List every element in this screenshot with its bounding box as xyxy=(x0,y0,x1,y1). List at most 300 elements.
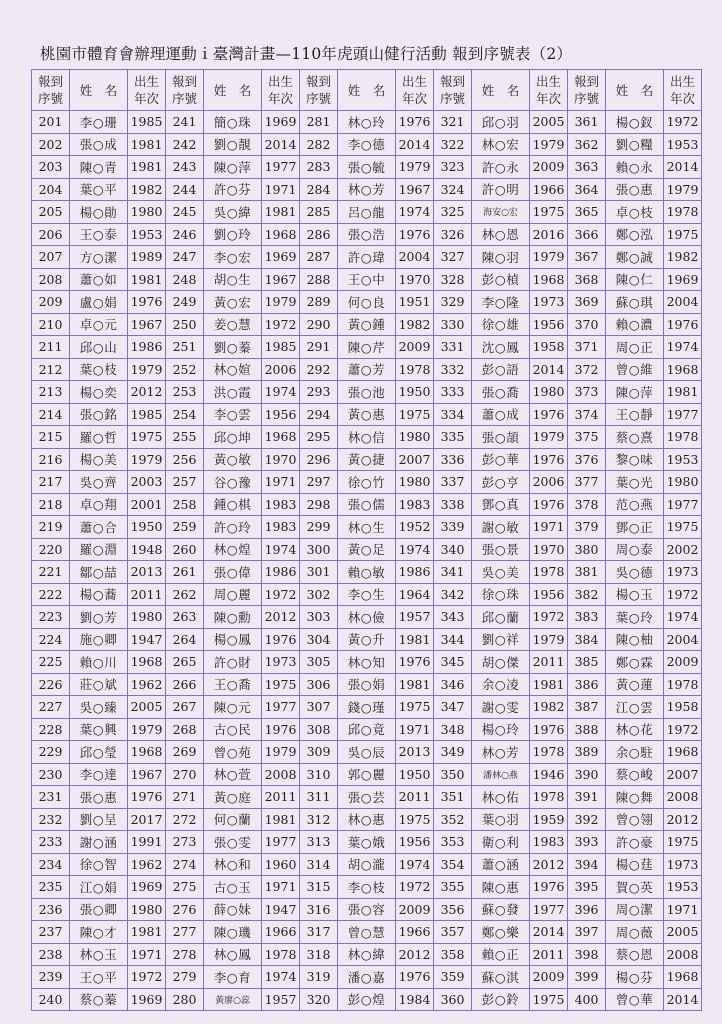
name-cell: 蘇○淇 xyxy=(472,966,530,989)
serial-number-cell: 283 xyxy=(300,156,338,179)
name-cell: 鄭○誠 xyxy=(606,246,664,269)
header-year-line1: 出生 xyxy=(267,74,293,89)
birth-year-cell: 2004 xyxy=(396,246,434,269)
name-cell: 蔡○峻 xyxy=(606,763,664,786)
serial-number-cell: 278 xyxy=(166,943,204,966)
birth-year-cell: 2008 xyxy=(262,763,300,786)
birth-year-cell: 1986 xyxy=(128,336,166,359)
serial-number-cell: 286 xyxy=(300,223,338,246)
name-cell: 王○喬 xyxy=(204,673,262,696)
name-cell: 劉○靚 xyxy=(204,133,262,156)
header-number-line2: 序號 xyxy=(37,91,63,106)
name-cell: 吳○緯 xyxy=(204,201,262,224)
birth-year-cell: 1975 xyxy=(530,988,568,1011)
name-cell: 謝○敏 xyxy=(472,516,530,539)
birth-year-cell: 1985 xyxy=(262,336,300,359)
birth-year-cell: 2016 xyxy=(530,223,568,246)
name-cell: 賴○正 xyxy=(472,943,530,966)
table-row xyxy=(32,673,702,696)
birth-year-cell: 1974 xyxy=(262,538,300,561)
table-row xyxy=(32,898,702,921)
name-cell: 曾○維 xyxy=(606,358,664,381)
name-cell: 潘○嘉 xyxy=(338,966,396,989)
serial-number-cell: 305 xyxy=(300,651,338,674)
birth-year-cell: 1981 xyxy=(262,808,300,831)
birth-year-cell: 2017 xyxy=(128,808,166,831)
birth-year-cell: 2011 xyxy=(530,943,568,966)
name-cell: 余○駐 xyxy=(606,741,664,764)
header-birth-year xyxy=(128,70,166,111)
table-row xyxy=(32,561,702,584)
serial-number-cell: 250 xyxy=(166,313,204,336)
name-cell: 張○娟 xyxy=(338,673,396,696)
birth-year-cell: 2009 xyxy=(530,966,568,989)
name-cell: 黃○捷 xyxy=(338,448,396,471)
serial-number-cell: 224 xyxy=(32,628,70,651)
serial-number-cell: 294 xyxy=(300,403,338,426)
serial-number-cell: 313 xyxy=(300,831,338,854)
birth-year-cell: 1978 xyxy=(664,426,702,449)
serial-number-cell: 268 xyxy=(166,718,204,741)
serial-number-cell: 373 xyxy=(568,381,606,404)
serial-number-cell: 202 xyxy=(32,133,70,156)
name-cell: 周○正 xyxy=(606,336,664,359)
serial-number-cell: 344 xyxy=(434,628,472,651)
table-row xyxy=(32,201,702,224)
birth-year-cell: 1947 xyxy=(128,628,166,651)
table-row xyxy=(32,313,702,336)
name-cell: 王○中 xyxy=(338,268,396,291)
serial-number-cell: 263 xyxy=(166,606,204,629)
table-row xyxy=(32,786,702,809)
header-birth-year xyxy=(396,70,434,111)
serial-number-cell: 300 xyxy=(300,538,338,561)
serial-number-cell: 358 xyxy=(434,943,472,966)
serial-number-cell: 307 xyxy=(300,696,338,719)
name-cell: 吳○臻 xyxy=(70,696,128,719)
serial-number-cell: 331 xyxy=(434,336,472,359)
serial-number-cell: 379 xyxy=(568,516,606,539)
table-row xyxy=(32,853,702,876)
serial-number-cell: 394 xyxy=(568,853,606,876)
birth-year-cell: 1981 xyxy=(396,673,434,696)
birth-year-cell: 1981 xyxy=(128,921,166,944)
serial-number-cell: 368 xyxy=(568,268,606,291)
birth-year-cell: 1979 xyxy=(530,133,568,156)
name-cell: 古○玉 xyxy=(204,876,262,899)
serial-number-cell: 203 xyxy=(32,156,70,179)
name-cell: 賴○敏 xyxy=(338,561,396,584)
birth-year-cell: 1968 xyxy=(262,223,300,246)
birth-year-cell: 1956 xyxy=(396,831,434,854)
table-row xyxy=(32,223,702,246)
birth-year-cell: 1974 xyxy=(396,201,434,224)
birth-year-cell: 2011 xyxy=(262,786,300,809)
birth-year-cell: 2008 xyxy=(664,943,702,966)
birth-year-cell: 1968 xyxy=(664,966,702,989)
name-cell: 李○雲 xyxy=(204,403,262,426)
birth-year-cell: 2008 xyxy=(664,786,702,809)
birth-year-cell: 1985 xyxy=(128,403,166,426)
serial-number-cell: 355 xyxy=(434,876,472,899)
birth-year-cell: 1982 xyxy=(128,178,166,201)
serial-number-cell: 259 xyxy=(166,516,204,539)
birth-year-cell: 1968 xyxy=(262,426,300,449)
birth-year-cell: 1966 xyxy=(396,921,434,944)
serial-number-cell: 371 xyxy=(568,336,606,359)
header-birth-year xyxy=(530,70,568,111)
birth-year-cell: 1982 xyxy=(530,696,568,719)
birth-year-cell: 2009 xyxy=(530,156,568,179)
birth-year-cell: 1968 xyxy=(128,651,166,674)
birth-year-cell: 1978 xyxy=(530,786,568,809)
name-cell: 葉○玲 xyxy=(606,606,664,629)
name-cell: 葉○娥 xyxy=(338,831,396,854)
name-cell: 江○雲 xyxy=(606,696,664,719)
name-cell: 鄒○喆 xyxy=(70,561,128,584)
name-cell: 邱○竟 xyxy=(338,718,396,741)
name-cell: 葉○光 xyxy=(606,471,664,494)
serial-number-cell: 233 xyxy=(32,831,70,854)
serial-number-cell: 274 xyxy=(166,853,204,876)
serial-number-cell: 221 xyxy=(32,561,70,584)
serial-number-cell: 304 xyxy=(300,628,338,651)
serial-number-cell: 314 xyxy=(300,853,338,876)
name-cell: 羅○哲 xyxy=(70,426,128,449)
serial-number-cell: 334 xyxy=(434,403,472,426)
name-cell: 周○泰 xyxy=(606,538,664,561)
header-birth-year xyxy=(664,70,702,111)
name-cell: 徐○珠 xyxy=(472,583,530,606)
serial-number-cell: 345 xyxy=(434,651,472,674)
name-cell: 蕭○芳 xyxy=(338,358,396,381)
header-year-line2: 年次 xyxy=(669,91,695,106)
serial-number-cell: 351 xyxy=(434,786,472,809)
header-year-line2: 年次 xyxy=(535,91,561,106)
header-row xyxy=(32,70,702,111)
birth-year-cell: 1971 xyxy=(128,943,166,966)
name-cell: 郭○麗 xyxy=(338,763,396,786)
table-row xyxy=(32,291,702,314)
birth-year-cell: 1970 xyxy=(530,538,568,561)
birth-year-cell: 2004 xyxy=(664,628,702,651)
name-cell: 陳○璣 xyxy=(204,921,262,944)
name-cell: 黃○升 xyxy=(338,628,396,651)
birth-year-cell: 1967 xyxy=(396,178,434,201)
name-cell: 卓○枝 xyxy=(606,201,664,224)
serial-number-cell: 393 xyxy=(568,831,606,854)
birth-year-cell: 1974 xyxy=(396,853,434,876)
serial-number-cell: 210 xyxy=(32,313,70,336)
birth-year-cell: 1972 xyxy=(530,606,568,629)
name-cell: 吳○齊 xyxy=(70,471,128,494)
serial-number-cell: 298 xyxy=(300,493,338,516)
birth-year-cell: 2006 xyxy=(530,471,568,494)
serial-number-cell: 275 xyxy=(166,876,204,899)
birth-year-cell: 1980 xyxy=(396,471,434,494)
birth-year-cell: 1967 xyxy=(128,763,166,786)
birth-year-cell: 1958 xyxy=(664,696,702,719)
name-cell: 吳○美 xyxy=(472,561,530,584)
name-cell: 林○玲 xyxy=(338,111,396,134)
name-cell: 曾○華 xyxy=(606,988,664,1011)
name-cell: 邱○坤 xyxy=(204,426,262,449)
birth-year-cell: 1962 xyxy=(128,673,166,696)
name-cell: 吳○德 xyxy=(606,561,664,584)
serial-number-cell: 349 xyxy=(434,741,472,764)
name-cell: 陳○惠 xyxy=(472,876,530,899)
birth-year-cell: 1979 xyxy=(128,358,166,381)
name-cell: 錢○瑾 xyxy=(338,696,396,719)
name-cell: 賀○英 xyxy=(606,876,664,899)
table-row xyxy=(32,943,702,966)
birth-year-cell: 2005 xyxy=(664,921,702,944)
serial-number-cell: 367 xyxy=(568,246,606,269)
birth-year-cell: 1972 xyxy=(262,313,300,336)
name-cell: 林○玉 xyxy=(70,943,128,966)
serial-number-cell: 247 xyxy=(166,246,204,269)
header-year-line2: 年次 xyxy=(267,91,293,106)
birth-year-cell: 1975 xyxy=(128,426,166,449)
name-cell: 彭○語 xyxy=(472,358,530,381)
birth-year-cell: 1976 xyxy=(128,786,166,809)
serial-number-cell: 332 xyxy=(434,358,472,381)
birth-year-cell: 2011 xyxy=(128,583,166,606)
header-year-line1: 出生 xyxy=(535,74,561,89)
name-cell: 鄧○正 xyxy=(606,516,664,539)
serial-number-cell: 267 xyxy=(166,696,204,719)
birth-year-cell: 1966 xyxy=(262,921,300,944)
birth-year-cell: 1974 xyxy=(396,538,434,561)
name-cell: 許○芬 xyxy=(204,178,262,201)
table-row xyxy=(32,111,702,134)
birth-year-cell: 2001 xyxy=(128,493,166,516)
name-cell: 陳○萍 xyxy=(204,156,262,179)
serial-number-cell: 350 xyxy=(434,763,472,786)
name-cell: 陳○仁 xyxy=(606,268,664,291)
name-cell: 邱○羽 xyxy=(472,111,530,134)
serial-number-cell: 295 xyxy=(300,426,338,449)
serial-number-cell: 341 xyxy=(434,561,472,584)
serial-number-cell: 212 xyxy=(32,358,70,381)
name-cell: 楊○蕎 xyxy=(70,583,128,606)
birth-year-cell: 1977 xyxy=(262,696,300,719)
name-cell: 蕭○如 xyxy=(70,268,128,291)
serial-number-cell: 330 xyxy=(434,313,472,336)
name-cell: 楊○玉 xyxy=(606,583,664,606)
birth-year-cell: 1975 xyxy=(396,808,434,831)
serial-number-cell: 280 xyxy=(166,988,204,1011)
serial-number-cell: 201 xyxy=(32,111,70,134)
name-cell: 林○惠 xyxy=(338,808,396,831)
serial-number-cell: 347 xyxy=(434,696,472,719)
header-number-line2: 序號 xyxy=(305,91,331,106)
header-year-line1: 出生 xyxy=(133,74,159,89)
name-cell: 楊○莛 xyxy=(606,853,664,876)
birth-year-cell: 1971 xyxy=(262,471,300,494)
serial-number-cell: 215 xyxy=(32,426,70,449)
name-cell: 黃廖○蕊 xyxy=(204,988,262,1011)
header-year-line2: 年次 xyxy=(401,91,427,106)
serial-number-cell: 231 xyxy=(32,786,70,809)
name-cell: 林○儉 xyxy=(338,606,396,629)
serial-number-cell: 391 xyxy=(568,786,606,809)
birth-year-cell: 1971 xyxy=(262,178,300,201)
name-cell: 吳○辰 xyxy=(338,741,396,764)
serial-number-cell: 287 xyxy=(300,246,338,269)
name-cell: 張○雯 xyxy=(204,831,262,854)
birth-year-cell: 1972 xyxy=(128,966,166,989)
name-cell: 黎○味 xyxy=(606,448,664,471)
birth-year-cell: 1968 xyxy=(664,741,702,764)
birth-year-cell: 2012 xyxy=(262,606,300,629)
birth-year-cell: 1951 xyxy=(396,291,434,314)
birth-year-cell: 1968 xyxy=(664,358,702,381)
name-cell: 范○燕 xyxy=(606,493,664,516)
birth-year-cell: 1979 xyxy=(530,628,568,651)
serial-number-cell: 262 xyxy=(166,583,204,606)
birth-year-cell: 1979 xyxy=(530,426,568,449)
serial-number-cell: 327 xyxy=(434,246,472,269)
header-name: 姓 名 xyxy=(606,70,664,111)
serial-number-cell: 204 xyxy=(32,178,70,201)
birth-year-cell: 1981 xyxy=(262,201,300,224)
birth-year-cell: 1970 xyxy=(396,268,434,291)
header-number-line2: 序號 xyxy=(573,91,599,106)
birth-year-cell: 1975 xyxy=(664,831,702,854)
birth-year-cell: 1974 xyxy=(262,381,300,404)
serial-number-cell: 319 xyxy=(300,966,338,989)
serial-number-cell: 245 xyxy=(166,201,204,224)
table-row xyxy=(32,178,702,201)
serial-number-cell: 337 xyxy=(434,471,472,494)
birth-year-cell: 2014 xyxy=(664,988,702,1011)
name-cell: 蕭○涵 xyxy=(472,853,530,876)
name-cell: 彭○煌 xyxy=(338,988,396,1011)
table-row xyxy=(32,988,702,1011)
header-number-line1: 報到 xyxy=(37,74,63,89)
birth-year-cell: 1985 xyxy=(128,111,166,134)
serial-number-cell: 343 xyxy=(434,606,472,629)
birth-year-cell: 1969 xyxy=(262,111,300,134)
serial-number-cell: 369 xyxy=(568,291,606,314)
serial-number-cell: 236 xyxy=(32,898,70,921)
serial-number-cell: 235 xyxy=(32,876,70,899)
name-cell: 張○惠 xyxy=(70,786,128,809)
birth-year-cell: 2009 xyxy=(664,651,702,674)
birth-year-cell: 1976 xyxy=(530,718,568,741)
table-row xyxy=(32,651,702,674)
birth-year-cell: 1981 xyxy=(128,133,166,156)
name-cell: 李○枝 xyxy=(338,876,396,899)
table-row xyxy=(32,516,702,539)
serial-number-cell: 346 xyxy=(434,673,472,696)
serial-number-cell: 228 xyxy=(32,718,70,741)
serial-number-cell: 388 xyxy=(568,718,606,741)
table-row xyxy=(32,741,702,764)
birth-year-cell: 1973 xyxy=(664,853,702,876)
birth-year-cell: 2014 xyxy=(664,156,702,179)
serial-number-cell: 323 xyxy=(434,156,472,179)
birth-year-cell: 1971 xyxy=(664,898,702,921)
serial-number-cell: 256 xyxy=(166,448,204,471)
serial-number-cell: 291 xyxy=(300,336,338,359)
name-cell: 徐○智 xyxy=(70,853,128,876)
name-cell: 陳○元 xyxy=(204,696,262,719)
serial-number-cell: 356 xyxy=(434,898,472,921)
header-number xyxy=(300,70,338,111)
serial-number-cell: 269 xyxy=(166,741,204,764)
name-cell: 楊○奕 xyxy=(70,381,128,404)
serial-number-cell: 299 xyxy=(300,516,338,539)
name-cell: 徐○竹 xyxy=(338,471,396,494)
name-cell: 蕭○合 xyxy=(70,516,128,539)
birth-year-cell: 1976 xyxy=(396,223,434,246)
birth-year-cell: 1980 xyxy=(396,426,434,449)
name-cell: 賴○川 xyxy=(70,651,128,674)
serial-number-cell: 400 xyxy=(568,988,606,1011)
birth-year-cell: 2012 xyxy=(664,808,702,831)
birth-year-cell: 2006 xyxy=(262,358,300,381)
header-number xyxy=(32,70,70,111)
table-row xyxy=(32,426,702,449)
serial-number-cell: 288 xyxy=(300,268,338,291)
serial-number-cell: 325 xyxy=(434,201,472,224)
serial-number-cell: 361 xyxy=(568,111,606,134)
birth-year-cell: 1972 xyxy=(664,718,702,741)
birth-year-cell: 1977 xyxy=(664,403,702,426)
birth-year-cell: 1973 xyxy=(664,561,702,584)
name-cell: 邱○山 xyxy=(70,336,128,359)
birth-year-cell: 1981 xyxy=(530,673,568,696)
name-cell: 李○生 xyxy=(338,583,396,606)
name-cell: 姜○慧 xyxy=(204,313,262,336)
serial-number-cell: 338 xyxy=(434,493,472,516)
birth-year-cell: 1975 xyxy=(664,223,702,246)
serial-number-cell: 251 xyxy=(166,336,204,359)
serial-number-cell: 266 xyxy=(166,673,204,696)
birth-year-cell: 1979 xyxy=(262,741,300,764)
serial-number-cell: 366 xyxy=(568,223,606,246)
name-cell: 王○靜 xyxy=(606,403,664,426)
name-cell: 黃○惠 xyxy=(338,403,396,426)
birth-year-cell: 2005 xyxy=(128,696,166,719)
birth-year-cell: 1984 xyxy=(396,988,434,1011)
serial-number-cell: 227 xyxy=(32,696,70,719)
name-cell: 葉○羽 xyxy=(472,808,530,831)
name-cell: 林○信 xyxy=(338,426,396,449)
name-cell: 鍾○棋 xyxy=(204,493,262,516)
birth-year-cell: 1950 xyxy=(128,516,166,539)
serial-number-cell: 293 xyxy=(300,381,338,404)
serial-number-cell: 230 xyxy=(32,763,70,786)
serial-number-cell: 302 xyxy=(300,583,338,606)
name-cell: 黃○足 xyxy=(338,538,396,561)
serial-number-cell: 363 xyxy=(568,156,606,179)
birth-year-cell: 1978 xyxy=(530,561,568,584)
serial-number-cell: 320 xyxy=(300,988,338,1011)
birth-year-cell: 1976 xyxy=(530,876,568,899)
birth-year-cell: 1975 xyxy=(396,696,434,719)
name-cell: 羅○淵 xyxy=(70,538,128,561)
birth-year-cell: 1979 xyxy=(128,448,166,471)
serial-number-cell: 385 xyxy=(568,651,606,674)
name-cell: 蔡○熹 xyxy=(606,426,664,449)
table-row xyxy=(32,876,702,899)
serial-number-cell: 377 xyxy=(568,471,606,494)
birth-year-cell: 1956 xyxy=(530,583,568,606)
name-cell: 胡○瀧 xyxy=(338,853,396,876)
